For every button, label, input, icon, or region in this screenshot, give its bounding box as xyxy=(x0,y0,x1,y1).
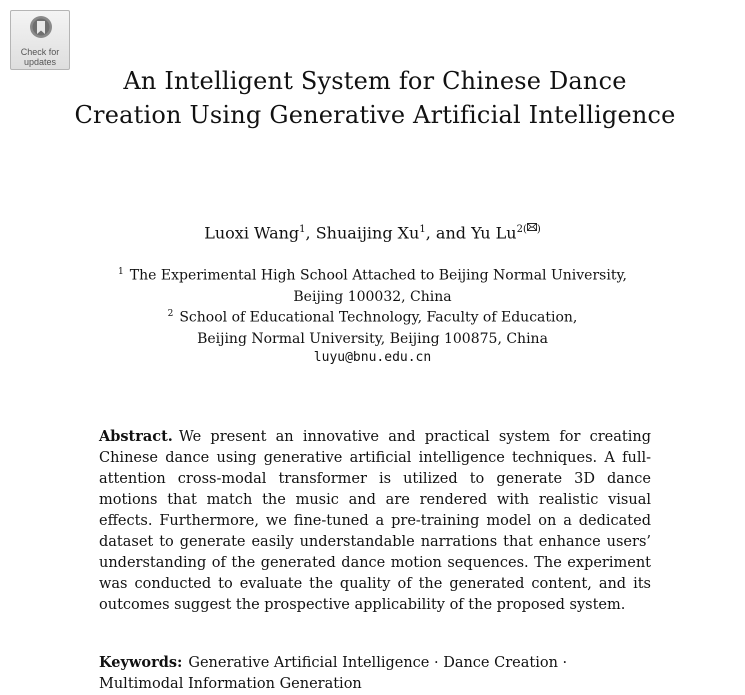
author-separator: , and xyxy=(425,223,472,243)
keywords-text: Generative Artificial Intelligence · Dance Creation · Multimodal Information Generation xyxy=(99,655,568,692)
author-list xyxy=(0,218,745,245)
author-affiliation-mark: 2( xyxy=(516,224,527,235)
affiliation-line: The Experimental High School Attached to Beijing Normal University, xyxy=(129,267,627,284)
affiliation-2 xyxy=(0,304,745,350)
check-for-updates-badge[interactable] xyxy=(10,10,70,70)
author-affiliation-mark: 1 xyxy=(299,224,306,235)
author-name: Yu Lu xyxy=(471,223,517,243)
contact-email[interactable]: luyu@bnu.edu.cn xyxy=(313,350,432,365)
affiliation-1 xyxy=(0,262,745,308)
envelope-icon xyxy=(527,223,537,231)
author-name: Shuaijing Xu xyxy=(315,223,420,243)
author-separator: , xyxy=(305,223,316,243)
affiliation-number: 1 xyxy=(118,267,124,277)
affiliation-line: School of Educational Technology, Faculty of Education, xyxy=(179,309,578,326)
corresponding-author-mark: 2( ) xyxy=(516,224,541,235)
author-affiliation-mark: 1 xyxy=(419,224,426,235)
bookmark-icon xyxy=(29,15,53,43)
badge-label-line1: Check for xyxy=(20,47,60,57)
affiliation-line: Beijing Normal University, Beijing 100875, China xyxy=(197,330,548,347)
affiliation-line: Beijing 100032, China xyxy=(293,288,452,305)
abstract-label: Abstract. xyxy=(99,428,173,445)
abstract-text: We present an innovative and practical system for creating Chinese dance using generative artificial intelligence techniques. A full-attention cross-modal transformer is utilized to generate 3D dance motions that match the music and are rendered with realistic visual effects. Furthermore, we fine-tuned a pre-training model on a dedicated dataset to generate easily understandable narrations that enhance users’ understanding of the generated dance motion sequences. The experiment was conducted to evaluate the quality of the generated content, and its outcomes suggest the prospective applicability of the proposed system. xyxy=(99,429,651,613)
keywords xyxy=(99,652,651,695)
keywords-label: Keywords: xyxy=(99,654,183,671)
badge-label-line2: updates xyxy=(23,57,57,67)
affiliation-number: 2 xyxy=(167,309,174,319)
author-name: Luoxi Wang xyxy=(204,223,300,243)
abstract xyxy=(99,426,651,616)
paper-title: An Intelligent System for Chinese Dance Creation Using Generative Artificial Intelligence xyxy=(74,67,676,129)
